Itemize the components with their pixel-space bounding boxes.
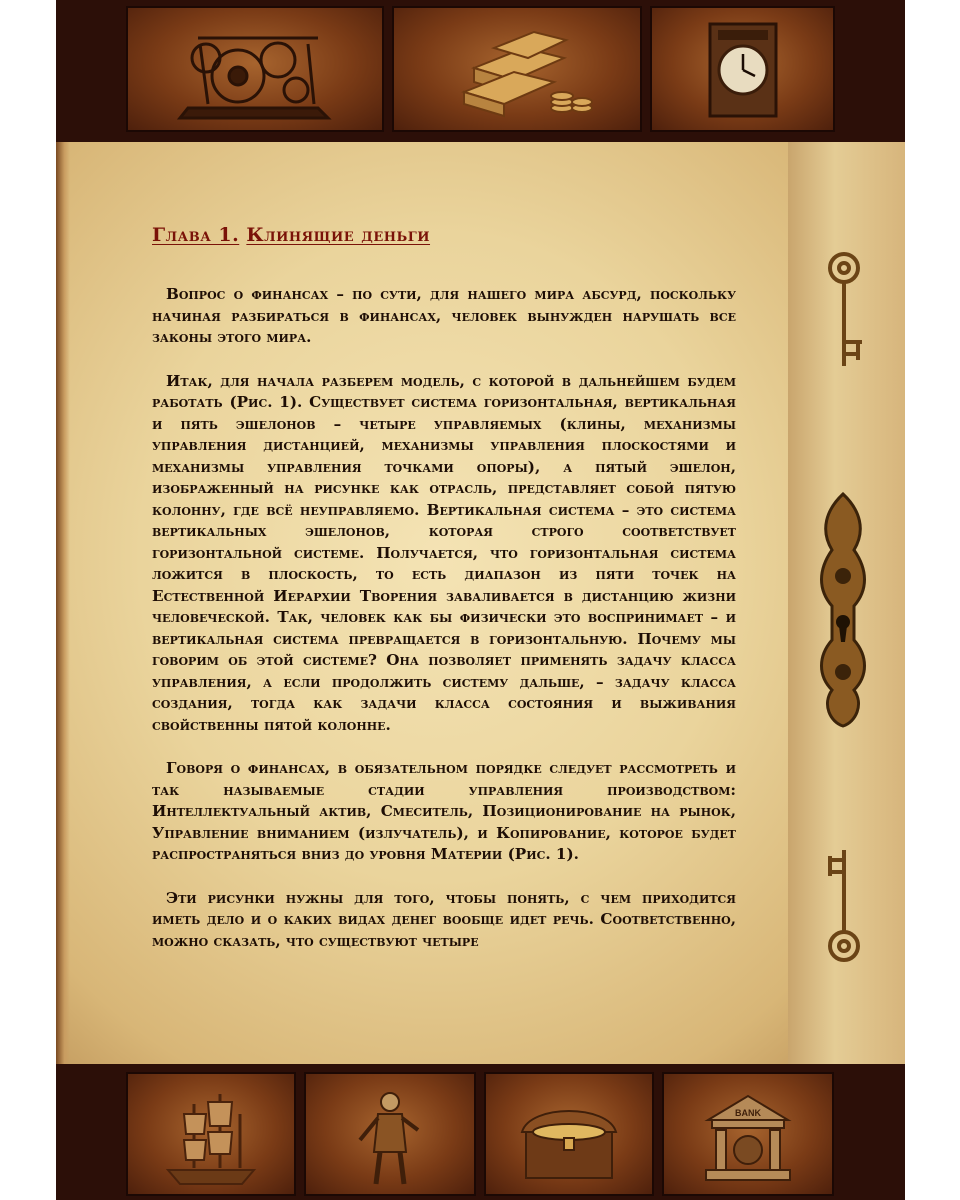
bottom-panel-2 — [304, 1072, 476, 1196]
gentleman-figure-icon — [306, 1074, 474, 1194]
chapter-title: Клинящие деньги — [246, 224, 431, 246]
antique-key-icon — [818, 842, 870, 972]
gold-bars-coins-icon — [394, 8, 640, 130]
bottom-panel-4 — [662, 1072, 834, 1196]
paragraph: Говоря о финансах, в обязательном порядке следует рассмотреть и так называемые стадии управления производством: Интеллектуальный актив, Смеситель, Позиционирование на рынок, Управление вниманием (излучатель), и Копирование, которое будет распространяться вниз до уровня Материи (Рис. 1). — [152, 759, 736, 863]
body-text — [152, 284, 736, 974]
sailing-ship-icon — [128, 1074, 294, 1194]
bottom-panel-3 — [484, 1072, 654, 1196]
bank-building-icon — [664, 1074, 832, 1194]
steampunk-clock-icon — [652, 8, 833, 130]
paragraph: Итак, для начала разберем модель, с которой в дальнейшем будем работать (Рис. 1). Существует система горизонтальная, вертикальная и пять эшелонов – четыре управляемых (клины, механизмы управления дистанцией, механизмы управления плоскостями и механизмы управления точками опоры), а пятый эшелон, изображенный на рисунке как отрасль, представляет собой пятую колонну, где всё неуправляемо. Вертикальная система – это система вертикальных эшелонов, которая строго соответствует горизонтальной системе. Получается, что горизонтальная система ложится в плоскость, то есть диапазон из пяти точек на Естественной Иерархии Творения заваливается в дистанцию жизни человеческой. Так, человек как бы физически это воспринимает – и вертикальная система превращается в горизонтальную. Почему мы говорим об этой системе? Она позволяет применять задачу класса управления, а если продолжить систему дальше, – задачу класса создания, тогда как задачи класса состояния и выживания свойственны пятой колонне. — [152, 371, 736, 734]
paragraph: Вопрос о финансах – по сути, для нашего мира абсурд, поскольку начиная разбираться в финансах, человек вынужден нарушать все законы этого мира. — [152, 285, 736, 346]
bank-sign-text: BANK — [735, 1108, 761, 1118]
parchment-left-edge — [56, 142, 70, 1064]
chapter-heading — [152, 224, 430, 246]
chapter-number: Глава 1. — [152, 224, 240, 246]
top-panel-1 — [126, 6, 384, 132]
bottom-border — [56, 1064, 905, 1200]
top-panel-3 — [650, 6, 835, 132]
book-page — [56, 0, 905, 1200]
top-border — [56, 0, 905, 142]
bottom-panel-1 — [126, 1072, 296, 1196]
paragraph: Эти рисунки нужны для того, чтобы понять, с чем приходится иметь дело и о каких видах денег вообще идет речь. Соответственно, можно сказать, что существуют четыре — [152, 888, 736, 950]
antique-key-icon — [818, 246, 870, 376]
top-panel-2 — [392, 6, 642, 132]
treasure-chest-icon — [486, 1074, 652, 1194]
keyhole-escutcheon-icon — [814, 490, 872, 730]
printing-press-icon — [128, 8, 382, 130]
